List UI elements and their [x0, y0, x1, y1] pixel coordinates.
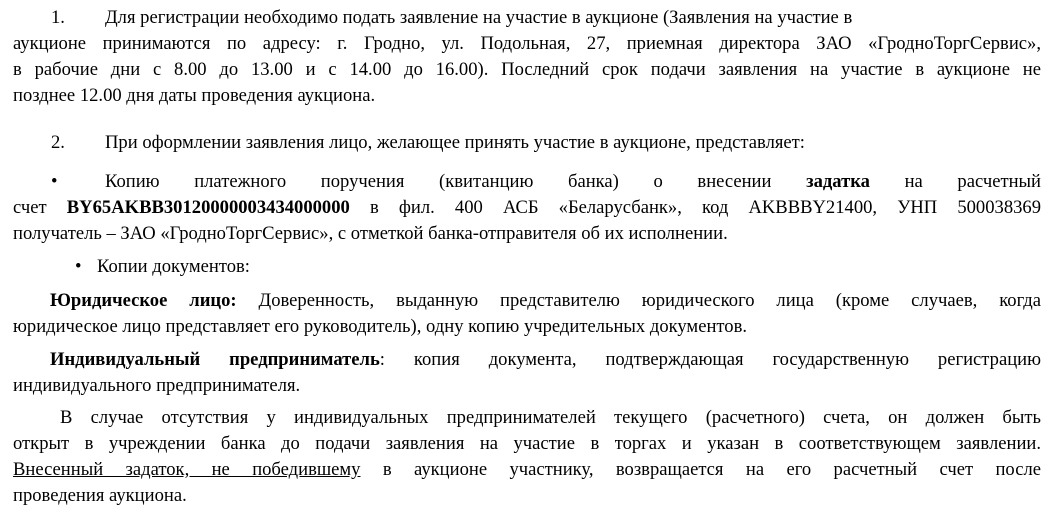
item-2-line: 2. При оформлении заявления лицо, желающее принять участие в аукционе, представляет: [13, 130, 1041, 156]
item-2-paragraph [13, 130, 1041, 156]
deposit-label: задатка [806, 171, 870, 192]
item-1-paragraph [13, 5, 1041, 109]
final-paragraph [13, 405, 1041, 509]
bullet-1-line-1: • Копию платежного поручения (квитанцию банка) о внесении задатка на расчетный [13, 169, 1041, 195]
item-1-line-2: аукционе принимаются по адресу: г. Гродно, ул. Подольная, 27, приемная директора ЗАО «ГродноТоргСервис», [13, 33, 1041, 54]
final-line-4: проведения аукциона. [13, 485, 187, 506]
item-2-number: 2. [51, 132, 65, 153]
final-line-1: В случае отсутствия у индивидуальных предпринимателей текущего (расчетного) счета, он должен быть [60, 407, 1041, 428]
item-1-line-4: позднее 12.00 дня даты проведения аукциона. [13, 85, 376, 106]
legal-entity-line-1: Юридическое лицо: Доверенность, выданную представителю юридического лица (кроме случаев, когда [50, 290, 1041, 311]
legal-entity-line-2: юридическое лицо представляет его руководитель), одну копию учредительных документов. [13, 316, 748, 337]
entrepreneur-line-1: Индивидуальный предприниматель: копия документа, подтверждающая государственную регистрацию [50, 349, 1041, 370]
bullet-2-line: • Копии документов: [13, 254, 1041, 280]
final-line-3: Внесенный задаток, не победившему в аукционе участнику, возвращается на его расчетный счет после [13, 459, 1041, 480]
bullet-documents [13, 254, 1041, 280]
item-1-line-1: 1. Для регистрации необходимо подать заявление на участие в аукционе (Заявления на участие в [13, 5, 1041, 31]
bullet-2-marker: • [75, 256, 82, 277]
bullet-payment-order [13, 169, 1041, 247]
bullet-1-line-3: получатель – ЗАО «ГродноТоргСервис», с отметкой банка-отправителя об их исполнении. [13, 223, 728, 244]
entrepreneur-paragraph [13, 347, 1041, 399]
entrepreneur-label: Индивидуальный предприниматель [50, 349, 380, 370]
item-1-line-3: в рабочие дни с 8.00 до 13.00 и с 14.00 до 16.00). Последний срок подачи заявления на участие в аукционе не [13, 59, 1041, 80]
legal-entity-label: Юридическое лицо: [50, 290, 237, 311]
entrepreneur-line-2: индивидуального предпринимателя. [13, 375, 301, 396]
bullet-1-marker: • [51, 171, 58, 192]
bullet-1-line-2: счет BY65AKBB30120000003434000000 в фил. 400 АСБ «Беларусбанк», код AKBBBY21400, УНП 500038369 [13, 197, 1042, 218]
item-1-number: 1. [51, 7, 65, 28]
final-line-2: открыт в учреждении банка до подачи заявления на участие в торгах и указан в соответствующем заявлении. [13, 433, 1041, 454]
deposit-return-underlined: Внесенный задаток, не победившему [13, 459, 361, 480]
bank-account-number: BY65AKBB30120000003434000000 [66, 197, 350, 218]
legal-entity-paragraph [13, 288, 1041, 340]
